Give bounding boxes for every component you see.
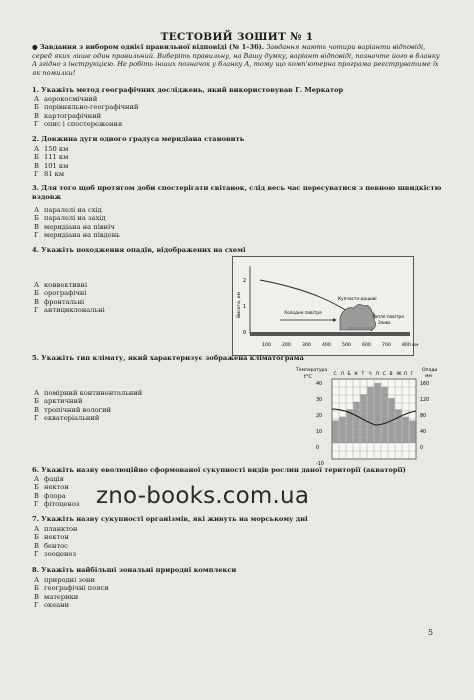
options-1 — [34, 95, 138, 129]
fig4-xtick: 400 — [322, 343, 331, 348]
option[interactable]: Б порівняльно-географічний — [34, 103, 139, 112]
precip-bar — [332, 421, 338, 444]
label-rain: Злива — [378, 320, 391, 325]
option[interactable]: А планктон — [34, 525, 78, 533]
page-number: 5 — [428, 628, 434, 637]
question-4: 4. Укажіть походження опадів, відображених на схемі — [32, 246, 246, 254]
option[interactable]: Б орографічні — [34, 289, 87, 298]
option[interactable]: Г фітоценоз — [34, 500, 80, 509]
page-title: ТЕСТОВИЙ ЗОШИТ № 1 — [160, 31, 314, 43]
option[interactable]: А паралелі на схід — [34, 206, 102, 214]
temp-label: Температура — [296, 368, 328, 373]
precip-axis — [420, 381, 429, 451]
precip-bar — [353, 402, 359, 443]
precipitation-scheme — [232, 256, 419, 356]
option[interactable]: В тропічний вологий — [34, 405, 112, 414]
option[interactable]: А 150 км — [34, 145, 69, 153]
option[interactable]: Б 111 км — [34, 153, 69, 162]
fig4-xtick: 600 — [362, 343, 371, 348]
question-5: 5. Укажіть тип клімату, який характеризує зображена кліматограма — [32, 354, 304, 362]
fig4-xtick: 800 км — [402, 343, 419, 348]
month-label: Ч — [368, 372, 372, 377]
temp-unit: t°C — [304, 374, 312, 380]
option[interactable]: Г зооценоз — [34, 550, 77, 559]
precip-tick: 0 — [420, 446, 424, 451]
options-2 — [34, 145, 68, 179]
month-label: К — [354, 372, 358, 377]
climatogram — [296, 365, 442, 467]
month-label: Л — [375, 372, 379, 377]
month-label: Б — [347, 372, 351, 377]
fig4-ytick: 0 — [243, 330, 247, 336]
month-label: В — [389, 372, 393, 377]
option[interactable]: В фронтальні — [34, 297, 85, 306]
precip-label: Опади — [422, 368, 438, 373]
option[interactable]: В 101 км — [34, 161, 69, 170]
question-2: 2. Довжина дуги одного градуса меридіана становить — [32, 135, 245, 143]
option[interactable]: Г опис і спостереження — [34, 120, 123, 129]
month-label: Г — [410, 372, 414, 377]
precip-bar — [381, 387, 387, 443]
options-5 — [34, 389, 142, 423]
fig4-ytick: 2 — [243, 278, 247, 284]
question-1: 1. Укажіть метод географічних досліджень, який використовував Г. Меркатор — [32, 86, 344, 94]
options-7 — [34, 525, 78, 559]
options-8 — [34, 576, 109, 610]
temp-tick: 20 — [316, 414, 323, 419]
option[interactable]: А аерокосмічний — [34, 95, 98, 103]
temp-axis — [316, 381, 324, 467]
label-warm-air: Тепле повітря — [372, 315, 404, 320]
precip-bar — [367, 387, 373, 443]
temp-tick: -10 — [316, 462, 324, 467]
fig4-ylabel: Висота, км — [237, 291, 242, 318]
option[interactable]: А конвективні — [34, 281, 88, 289]
fig4-xtick: 200 — [282, 343, 291, 348]
option[interactable]: Г океани — [34, 601, 70, 610]
temp-tick: 40 — [316, 382, 323, 387]
precip-bar — [409, 421, 415, 444]
fig4-xtick: 500 — [342, 343, 351, 348]
option[interactable]: Б арктичний — [34, 397, 83, 406]
option[interactable]: Б нектон — [34, 533, 69, 542]
option[interactable]: Г меридіана на південь — [34, 231, 120, 240]
option[interactable]: Б паралелі на захід — [34, 214, 106, 223]
precip-bar — [339, 417, 345, 443]
option[interactable]: Б нектон — [34, 483, 69, 492]
precip-tick: 120 — [420, 398, 430, 403]
option[interactable]: В бентос — [34, 541, 68, 550]
question-7: 7. Укажіть назву сукупності організмів, які живуть на морському дні — [32, 515, 308, 523]
instructions-bold: Завдання з вибором однієї правильної відповіді (№ 1–36). — [39, 43, 265, 51]
precip-bar — [374, 383, 380, 443]
options-4 — [34, 281, 105, 315]
option[interactable]: В материки — [34, 592, 79, 601]
option[interactable]: В меридіана на північ — [34, 222, 115, 231]
month-label: Л — [340, 372, 344, 377]
option[interactable]: Г екваторіальний — [34, 414, 100, 423]
label-cumulus: Купчасто-дощові — [338, 297, 377, 302]
precip-bar — [402, 417, 408, 443]
instructions-text: Завдання мають чотири варіанти відповіді, серед яких лише один правильний. Виберіть правильну, на Вашу думку, варіант відповіді, позначте його в бланку А згідно з інструкцією. Не робіть інших позначок у бланку А, тому що комп'ютерна програма реєструватиме їх як помилки! — [32, 43, 440, 77]
temp-tick: 10 — [316, 430, 323, 435]
fig4-xtick: 300 — [302, 343, 311, 348]
option[interactable]: А природні зони — [34, 576, 95, 584]
option[interactable]: В флора — [34, 491, 66, 500]
temp-tick: 30 — [316, 398, 323, 403]
month-label: С — [382, 372, 386, 377]
precip-unit: мм — [425, 374, 432, 379]
month-label: С — [333, 372, 337, 377]
options-3 — [34, 206, 120, 240]
temp-tick: 0 — [316, 446, 320, 451]
question-8: 8. Укажіть найбільші зональні природні комплекси — [32, 566, 237, 574]
option[interactable]: В картографічний — [34, 111, 102, 120]
label-cold-air: Холодне повітря — [284, 311, 322, 316]
precip-bar — [395, 409, 401, 443]
question-3: 3. Для того щоб протягом доби спостерігати світанок, слід весь час пересуватися з певною швидкістю вздовж — [32, 184, 442, 201]
instructions: ● Завдання з вибором однієї правильної відповіді (№ 1–36). Завдання мають чотири варіанти відповіді, серед яких лише один правильний. Виберіть правильну, на Вашу думку, варіант відповіді, позначте його в бланку А згідно з інструкцією. Не робіть інших позначок у бланку А, тому що комп'ютерна програма реєструватиме їх як помилки! — [32, 43, 440, 77]
month-label: Т — [361, 372, 365, 377]
option[interactable]: Б географічні пояси — [34, 584, 109, 593]
option[interactable]: Г антициклональні — [34, 306, 105, 315]
option[interactable]: Г 81 км — [34, 170, 65, 179]
precip-tick: 40 — [420, 430, 427, 435]
option[interactable]: А помірний континентальний — [34, 389, 143, 397]
fig4-xtick: 700 — [382, 343, 391, 348]
precip-bar — [346, 409, 352, 443]
watermark: zno-books.com.ua — [96, 483, 310, 509]
month-label: Ж — [396, 372, 402, 377]
fig4-ytick: 1 — [243, 304, 247, 310]
month-label: Л — [403, 372, 407, 377]
options-6 — [34, 475, 80, 509]
precip-tick: 160 — [420, 382, 430, 387]
fig4-xtick: 100 — [262, 343, 271, 348]
month-labels — [334, 371, 414, 377]
precip-tick: 80 — [420, 414, 427, 419]
question-6: 6. Укажіть назву еволюційно сформованої сукупності видів рослин даної території (акваторії) — [32, 466, 406, 474]
option[interactable]: А фація — [34, 475, 64, 483]
